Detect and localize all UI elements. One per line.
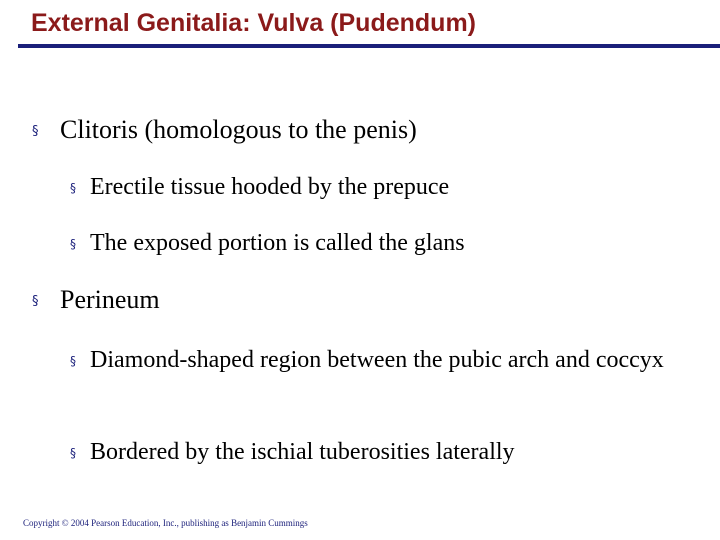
- section-bullet-icon: §: [70, 446, 76, 460]
- subbullet-ischial-tuberosities: [70, 436, 710, 469]
- subbullet-erectile-tissue: [70, 171, 710, 204]
- bullet-perineum: [32, 284, 692, 318]
- title-underline: [18, 44, 720, 48]
- bullet-clitoris: [32, 114, 692, 148]
- subbullet-glans: [70, 227, 710, 260]
- subbullet-diamond-region: [70, 344, 700, 377]
- section-bullet-icon: §: [70, 181, 76, 195]
- bullet-text: Clitoris (homologous to the penis): [60, 115, 417, 144]
- section-bullet-icon: §: [70, 237, 76, 251]
- copyright-notice: Copyright © 2004 Pearson Education, Inc., publishing as Benjamin Cummings: [23, 518, 308, 528]
- bullet-text: Diamond-shaped region between the pubic arch and coccyx: [90, 347, 664, 373]
- bullet-text: Bordered by the ischial tuberosities laterally: [90, 439, 515, 465]
- bullet-text: The exposed portion is called the glans: [90, 230, 465, 256]
- bullet-text: Erectile tissue hooded by the prepuce: [90, 174, 450, 200]
- bullet-text: Perineum: [60, 285, 160, 314]
- section-bullet-icon: §: [70, 354, 76, 368]
- slide-title: External Genitalia: Vulva (Pudendum): [31, 9, 476, 37]
- section-bullet-icon: §: [32, 294, 39, 309]
- section-bullet-icon: §: [32, 124, 39, 139]
